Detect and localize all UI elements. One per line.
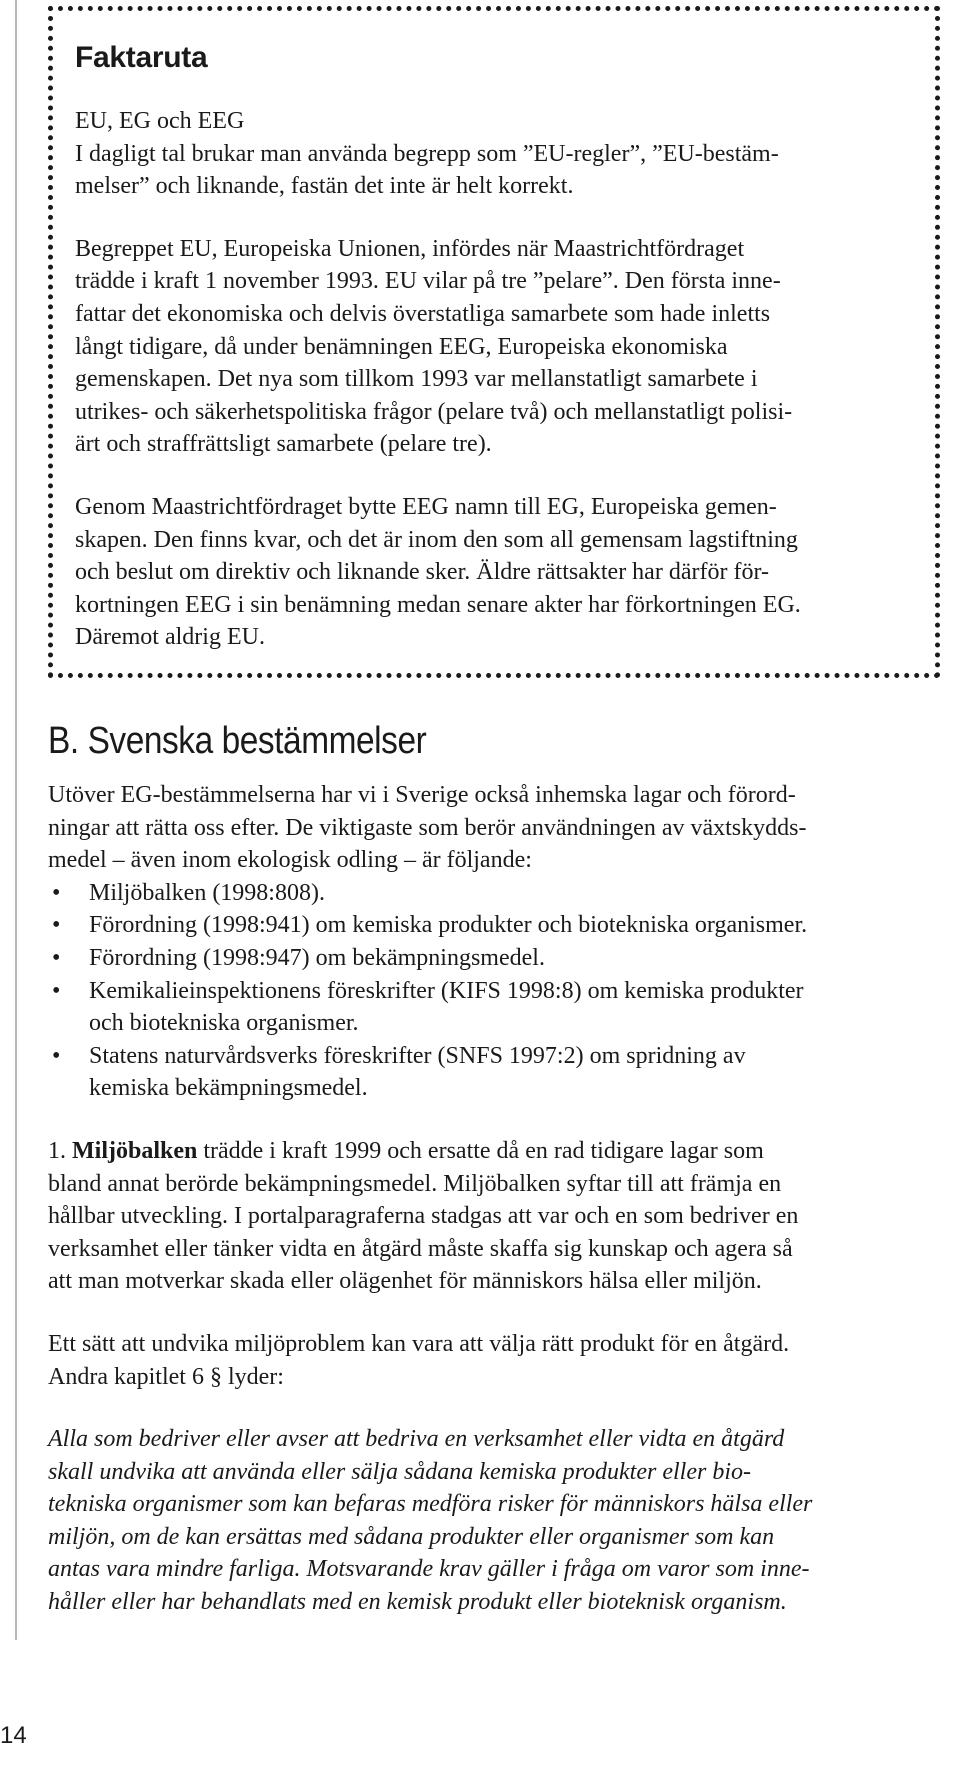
list-item bbox=[48, 909, 940, 942]
text-line: och beslut om direktiv och liknande sker. Äldre rättsakter har därför för- bbox=[75, 559, 769, 586]
intro-paragraph bbox=[48, 779, 940, 877]
quote-line: antas vara mindre farliga. Motsvarande krav gäller i fråga om varor som inne- bbox=[48, 1556, 810, 1583]
list-item-text: Förordning (1998:947) om bekämpningsmedel. bbox=[89, 944, 545, 971]
text-line: melser” och liknande, fastän det inte är helt korrekt. bbox=[75, 173, 574, 200]
text-line: Andra kapitlet 6 § lyder: bbox=[48, 1363, 284, 1390]
product-choice-paragraph bbox=[48, 1328, 940, 1393]
text-line: fattar det ekonomiska och delvis överstatliga samarbete som hade inletts bbox=[75, 300, 771, 327]
text-line: trädde i kraft 1 november 1993. EU vilar på tre ”pelare”. Den första inne- bbox=[75, 268, 781, 295]
section-heading: B. Svenska bestämmelser bbox=[48, 720, 427, 762]
text-line: bland annat berörde bekämpningsmedel. Miljöbalken syftar till att främja en bbox=[48, 1170, 782, 1197]
text-line: medel – även inom ekologisk odling – är följande: bbox=[48, 847, 532, 874]
text-line: ärt och straffrättsligt samarbete (pelare tre). bbox=[75, 431, 492, 458]
text-line: långt tidigare, då under benämningen EEG, Europeiska ekonomiska bbox=[75, 333, 728, 360]
list-item bbox=[48, 877, 940, 910]
spacer bbox=[48, 1105, 940, 1135]
text-line: verksamhet eller tänker vidta en åtgärd måste skaffa sig kunskap och agera så bbox=[48, 1235, 793, 1262]
text-line: att man motverkar skada eller olägenhet för människors hälsa eller miljön. bbox=[48, 1268, 762, 1295]
fact-box-paragraph-eu bbox=[75, 233, 911, 461]
list-item-text: Statens naturvårdsverks föreskrifter (SNFS 1997:2) om spridning av bbox=[89, 1042, 746, 1069]
text-line: Ett sätt att undvika miljöproblem kan vara att välja rätt produkt för en åtgärd. bbox=[48, 1330, 790, 1357]
section-b bbox=[48, 712, 940, 1619]
bullet-icon: • bbox=[52, 977, 61, 1004]
text-line: hållbar utveckling. I portalparagraferna stadgas att var och en som bedriver en bbox=[48, 1203, 799, 1230]
spacer bbox=[48, 1393, 940, 1423]
list-item bbox=[48, 1040, 940, 1105]
text-line: kortningen EEG i sin benämning medan senare akter har förkortningen EG. bbox=[75, 591, 801, 618]
item-number: 1. bbox=[48, 1137, 66, 1164]
text-line: I dagligt tal brukar man använda begrepp som ”EU-regler”, ”EU-bestäm- bbox=[75, 140, 779, 167]
fact-box-intro-paragraph bbox=[75, 105, 911, 203]
list-item bbox=[48, 975, 940, 1040]
bold-term: Miljöbalken bbox=[72, 1137, 198, 1164]
bullet-icon: • bbox=[52, 879, 61, 906]
fact-box-title: Faktaruta bbox=[75, 41, 208, 74]
text-line: Genom Maastrichtfördraget bytte EEG namn till EG, Europeiska gemen- bbox=[75, 493, 777, 520]
text-fragment: trädde i kraft 1999 och ersatte då en rad tidigare lagar som bbox=[197, 1137, 764, 1164]
text-line: utrikes- och säkerhetspolitiska frågor (pelare två) och mellanstatligt polisi- bbox=[75, 398, 793, 425]
spacer bbox=[48, 1298, 940, 1328]
bullet-icon: • bbox=[52, 912, 61, 939]
text-line: skapen. Den finns kvar, och det är inom den som all gemensam lagstiftning bbox=[75, 526, 798, 553]
law-quote bbox=[48, 1423, 940, 1619]
list-item-text: Kemikalieinspektionens föreskrifter (KIFS 1998:8) om kemiska produkter bbox=[89, 977, 804, 1004]
page-number: 14 bbox=[0, 1722, 27, 1749]
list-item-text: Miljöbalken (1998:808). bbox=[89, 879, 325, 906]
list-item-text: kemiska bekämpningsmedel. bbox=[89, 1075, 368, 1102]
miljobalken-paragraph bbox=[48, 1135, 940, 1298]
text-line bbox=[48, 1135, 940, 1168]
list-item-text: Förordning (1998:941) om kemiska produkter och biotekniska organismer. bbox=[89, 912, 808, 939]
bullet-icon: • bbox=[52, 1042, 61, 1069]
text-line: Däremot aldrig EU. bbox=[75, 624, 265, 651]
fact-box-paragraph-eg bbox=[75, 491, 911, 654]
quote-line: miljön, om de kan ersättas med sådana produkter eller organismer som kan bbox=[48, 1523, 775, 1550]
fact-box-subheading: EU, EG och EEG bbox=[75, 108, 245, 134]
quote-line: håller eller har behandlats med en kemisk produkt eller bioteknisk organism. bbox=[48, 1589, 787, 1616]
regulation-list bbox=[48, 877, 940, 1105]
fact-box bbox=[48, 6, 940, 678]
text-line: gemenskapen. Det nya som tillkom 1993 var mellanstatligt samarbete i bbox=[75, 366, 758, 393]
text-line: Utöver EG-bestämmelserna har vi i Sverige också inhemska lagar och förord- bbox=[48, 782, 796, 808]
text-line: ningar att rätta oss efter. De viktigaste som berör användningen av växtskydds- bbox=[48, 814, 807, 841]
quote-line: skall undvika att använda eller sälja sådana kemiska produkter eller bio- bbox=[48, 1458, 751, 1485]
quote-line: Alla som bedriver eller avser att bedriva en verksamhet eller vidta en åtgärd bbox=[48, 1426, 785, 1453]
bullet-icon: • bbox=[52, 944, 61, 971]
list-item bbox=[48, 942, 940, 975]
text-line: Begreppet EU, Europeiska Unionen, infördes när Maastrichtfördraget bbox=[75, 235, 745, 262]
margin-rule bbox=[15, 0, 17, 1640]
list-item-text: och biotekniska organismer. bbox=[89, 1010, 359, 1037]
quote-line: tekniska organismer som kan befaras medföra risker för människors hälsa eller bbox=[48, 1491, 813, 1518]
